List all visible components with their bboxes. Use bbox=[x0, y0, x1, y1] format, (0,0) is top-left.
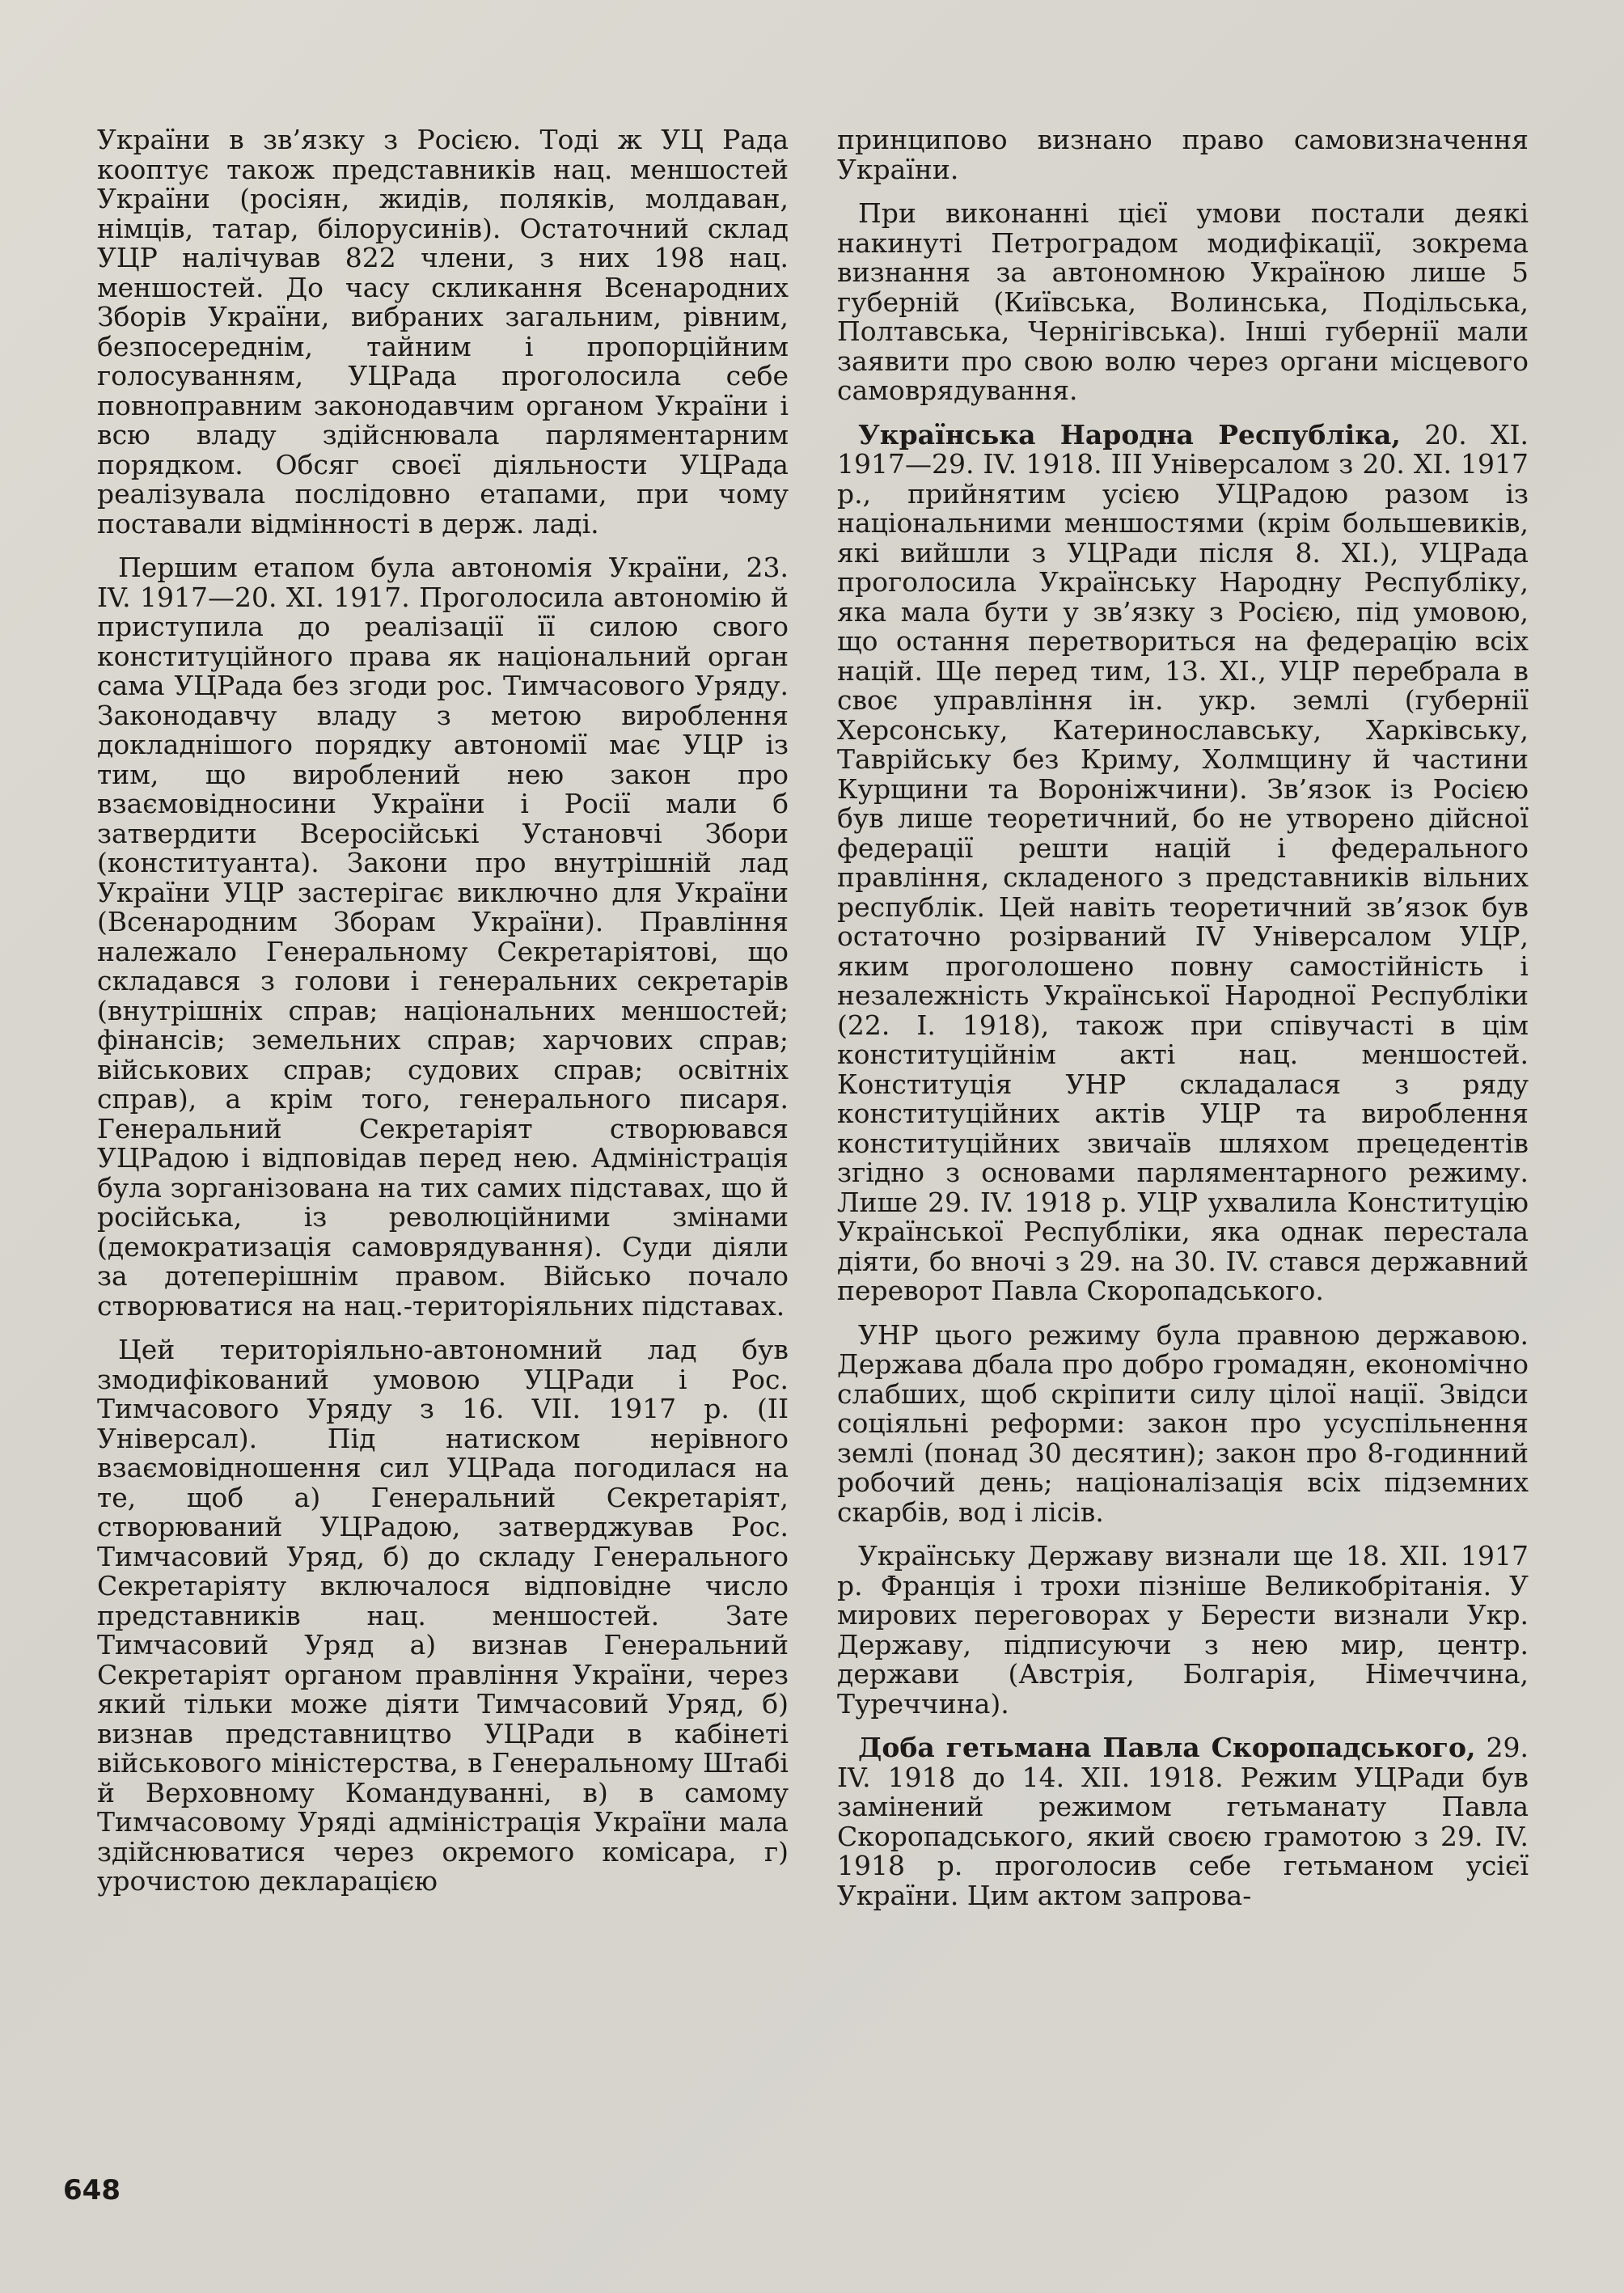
paragraph bbox=[837, 418, 1529, 1306]
paragraph bbox=[837, 1733, 1529, 1910]
page-number: 648 bbox=[63, 2174, 121, 2206]
paragraph: Цей територіяльно-автономний лад був змодифікований умовою УЦРади і Рос. Тимчасового Уряду з 16. VII. 1917 р. (II Універсал). Під натиском нерівного взаємовідношення сил УЦРада погодилася на те, щоб а) Генеральний Секретаріят, створюваний УЦРадою, затверджував Рос. Тимчасовий Уряд, б) до складу Генерального Секретаріяту включалося відповідне число представників нац. меншостей. Зате Тимчасовий Уряд а) визнав Генеральний Секретаріят органом правління України, через який тільки може діяти Тимчасовий Уряд, б) визнав представництво УЦРади в кабінеті військового міністерства, в Генеральному Штабі й Верховному Командуванні, в) в самому Тимчасовому Уряді адміністрація України мала здійснюватися через окремого комісара, г) урочистою декларацією bbox=[97, 1334, 789, 1897]
section-heading: Українська Народна Республіка, bbox=[858, 418, 1401, 451]
paragraph: УНР цього режиму була правною державою. Держава дбала про добро громадян, економічно слабших, щоб скріпити силу цілої нації. Звідси соціяльні реформи: закон про усуспільнення землі (понад 30 десятин); закон про 8-годинний робочий день; націоналізація всіх підземних скарбів, вод і лісів. bbox=[837, 1318, 1529, 1528]
right-column bbox=[837, 125, 1529, 1925]
paragraph: принципово визнано право самовизначення України. bbox=[837, 124, 1529, 185]
paragraph: Першим етапом була автономія України, 23. IV. 1917—20. XI. 1917. Проголосила автономію й приступила до реалізації її силою свого конституційного права як національний орган сама УЦРада без згоди рос. Тимчасового Уряду. Законодавчу владу з метою вироблення докладнішого порядку автономії має УЦР із тим, що вироблений нею закон про взаємовідносини України і Росії мали б затвердити Всеросійські Установчі Збори (конституанта). Закони про внутрішній лад України УЦР застерігає виключно для України (Всенародним Зборам України). Правління належало Генеральному Секретаріятові, що складався з голови і генеральних секретарів (внутрішніх справ; національних меншостей; фінансів; земельних справ; харчових справ; військових справ; судових справ; освітніх справ), а крім того, генерального писаря. Генеральний Секретаріят створювався УЦРадою і відповідав перед нею. Адміністрація була зорганізована на тих самих підставах, що й російська, із революційними змінами (демократизація самоврядування). Суди діяли за дотеперішнім правом. Військо почало створюватися на нац.-територіяльних підставах. bbox=[97, 552, 789, 1322]
paragraph: України в зв’язку з Росією. Тоді ж УЦ Рада кооптує також представників нац. меншостей України (росіян, жидів, поляків, молдаван, німців, татар, білорусинів). Остаточний склад УЦР налічував 822 члени, з них 198 нац. меншостей. До часу скликання Всенародних Зборів України, вибраних загальним, рівним, безпосереднім, тайним і пропорційним голосуванням, УЦРада проголосила себе повноправним законодавчим органом України і всю владу здійснювала парляментарним порядком. Обсяг своєї діяльности УЦРада реалізувала послідовно етапами, при чому поставали відмінності в держ. ладі. bbox=[97, 124, 789, 539]
paragraph: При виконанні цієї умови постали деякі накинуті Петроградом модифікації, зокрема визнання за автономною Україною лише 5 губерній (Київська, Волинська, Подільська, Полтавська, Чернігівська). Інші губернії мали заявити про свою волю через органи місцевого самоврядування. bbox=[837, 197, 1529, 406]
left-column bbox=[97, 125, 789, 1911]
paragraph: Українську Державу визнали ще 18. XII. 1917 р. Франція і трохи пізніше Великобрітанія. У мирових переговорах у Берести визнали Укр. Державу, підписуючи з нею мир, центр. держави (Австрія, Болгарія, Німеччина, Туреччина). bbox=[837, 1540, 1529, 1720]
paragraph-text: 29. IV. 1918 до 14. XII. 1918. Режим УЦРади був замінений режимом гетьманату Павла Скоропадського, який своєю грамотою з 29. IV. 1918 р. проголосив себе гетьманом усієї України. Цим актом запрова- bbox=[837, 1732, 1529, 1911]
paragraph-text: 20. XI. 1917—29. IV. 1918. III Універсалом з 20. XI. 1917 р., прийнятим усією УЦРадою разом із національними меншостями (крім большевиків, які вийшли з УЦРади після 8. XI.), УЦРада проголосила Українську Народну Республіку, яка мала бути у зв’язку з Росією, під умовою, що остання перетвориться на федерацію всіх націй. Ще перед тим, 13. XI., УЦР перебрала в своє управління ін. укр. землі (губернії Херсонську, Катеринославську, Харківську, Таврійську без Криму, Холмщину й частини Курщини та Вороніжчини). Зв’язок із Росією був лише теоретичний, бо не утворено дійсної федерації решти націй і федерального правління, складеного з представників вільних республік. Цей навіть теоретичний зв’язок був остаточно розірваний IV Універсалом УЦР, яким проголошено повну самостійність і незалежність Української Народної Республіки (22. I. 1918), також при співучасті в цім конституційнім акті нац. меншостей. Конституція УНР складалася з ряду конституційних актів УЦР та вироблення конституційних звичаїв шляхом прецедентів згідно з основами парляментарного режиму. Лише 29. IV. 1918 р. УЦР ухвалила Конституцію Української Республіки, яка однак перестала діяти, бо вночі з 29. на 30. IV. стався державний переворот Павла Скоропадського. bbox=[837, 418, 1529, 1306]
section-heading: Доба гетьмана Павла Скоропадського, bbox=[858, 1732, 1476, 1763]
